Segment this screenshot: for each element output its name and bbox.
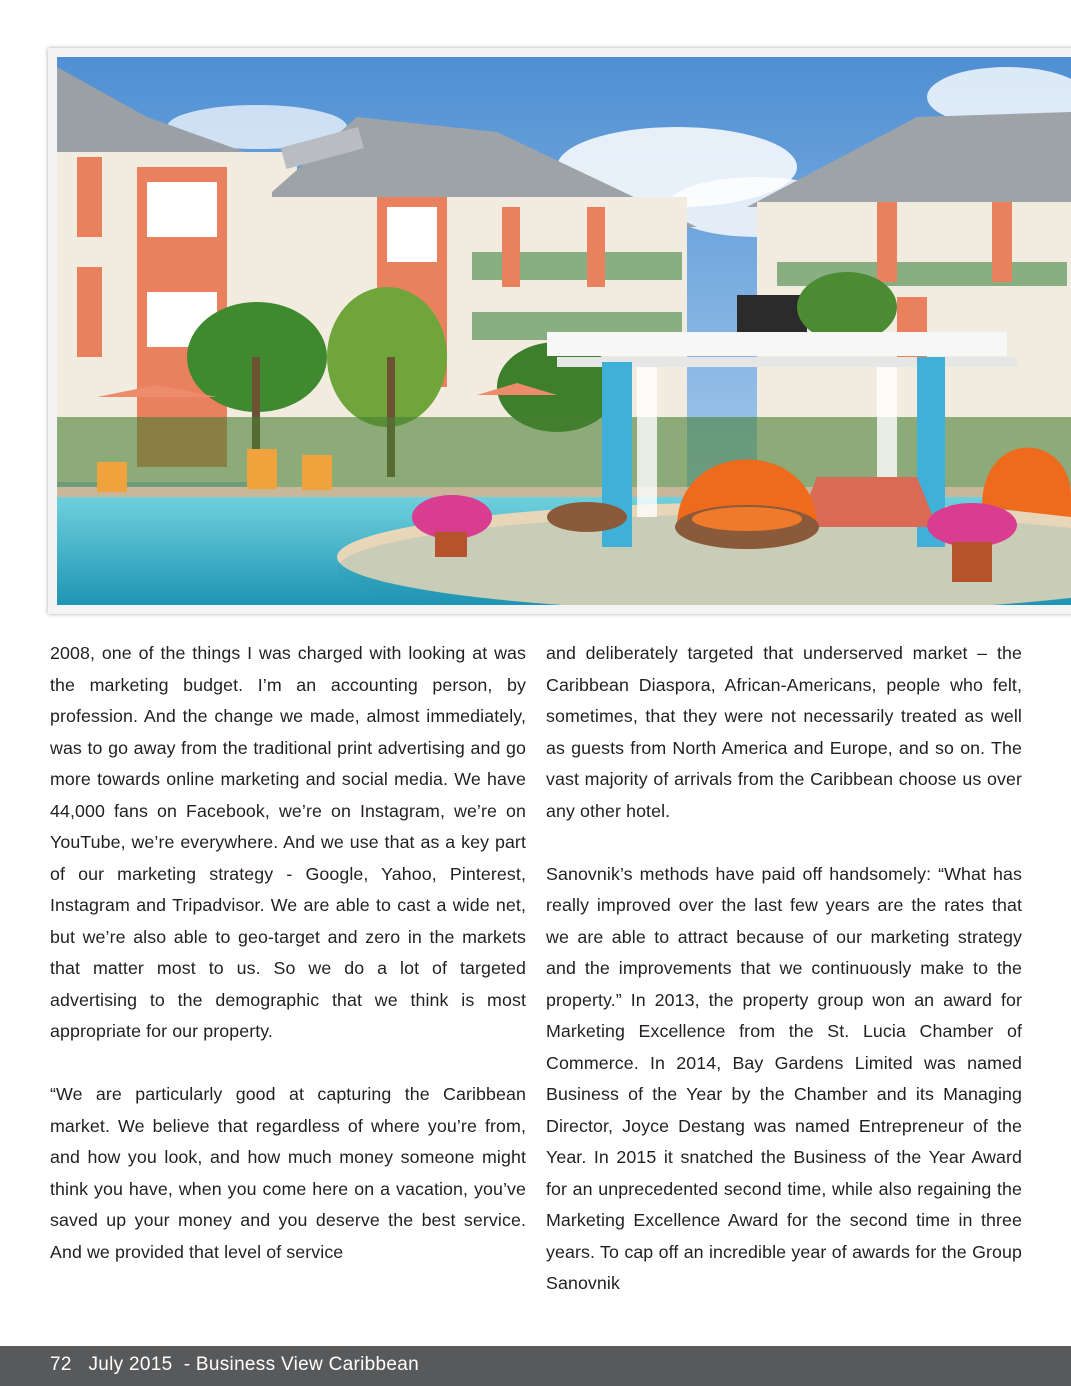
- issue-date: July 2015: [88, 1354, 173, 1375]
- publication-name: - Business View Caribbean: [183, 1354, 419, 1375]
- article-paragraph: “We are particularly good at capturing the Caribbean market. We believe that regardless of where you’re from, and how you look, and how much money someone might think you have, when you come here on a vacation, you’ve saved up your money and you deserve the best service. And we provided that level of service: [50, 1084, 526, 1262]
- article-paragraph: 2008, one of the things I was charged with looking at was the marketing budget. I’m an accounting person, by profession. And the change we made, almost immediately, was to go away from the traditional print advertising and go more towards online marketing and social media. We have 44,000 fans on Facebook, we’re on Instagram, we’re on YouTube, we’re everywhere. And we use that as a key part of our marketing strategy - Google, Yahoo, Pinterest, Instagram and Tripadvisor. We are able to cast a wide net, but we’re also able to geo-target and zero in the markets that matter most to us. So we do a lot of targeted advertising to the demographic that we think is most appropriate for our property.: [50, 643, 526, 1041]
- page-number: 72: [50, 1354, 72, 1375]
- footer-text: [50, 1354, 419, 1376]
- article-paragraph: and deliberately targeted that underserved market – the Caribbean Diaspora, African-Americans, people who felt, sometimes, that they were not necessarily treated as well as guests from North America and Europe, and so on. The vast majority of arrivals from the Caribbean choose us over any other hotel.: [546, 643, 1022, 821]
- article-column-right: [546, 638, 1022, 1300]
- article-column-left: [50, 638, 526, 1268]
- photo-frame: [48, 48, 1071, 614]
- resort-pool-photo: [57, 57, 1071, 605]
- page-footer: [0, 1346, 1071, 1386]
- article-paragraph: Sanovnik’s methods have paid off handsomely: “What has really improved over the last few years are the rates that we are able to attract because of our marketing strategy and the improvements that we continuously make to the property.” In 2013, the property group won an award for Marketing Excellence from the St. Lucia Chamber of Commerce. In 2014, Bay Gardens Limited was named Business of the Year by the Chamber and its Managing Director, Joyce Destang was named Entrepreneur of the Year. In 2015 it snatched the Business of the Year Award for an unprecedented second time, while also regaining the Marketing Excellence Award for the second time in three years. To cap off an incredible year of awards for the Group Sanovnik: [546, 863, 1022, 1293]
